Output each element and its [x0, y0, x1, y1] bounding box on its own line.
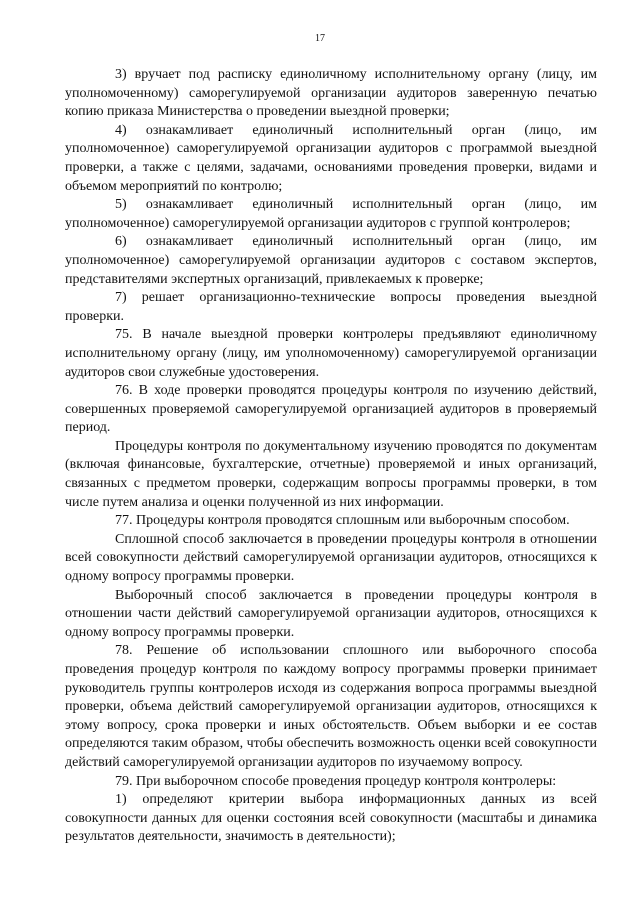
paragraph-77-selective: Выборочный способ заключается в проведении процедуры контроля в отношении части действий саморегулируемой организации аудиторов, относящихся к одному вопросу программы проверки. — [65, 587, 597, 640]
paragraph-77: 77. Процедуры контроля проводятся сплошным или выборочным способом. — [115, 513, 570, 529]
paragraph-76-documentary: Процедуры контроля по документальному изучению проводятся по документам (включая финансовые, бухгалтерские, отчетные) проверяемой и иных организаций, связанных с предметом проверки, содержащим вопросы программы проверки, в том числе путем анализа и оценки полученной из них информации. — [65, 438, 597, 510]
paragraph-79: 79. При выборочном способе проведения процедур контроля контролеры: — [115, 773, 557, 789]
paragraph-item-4: 4) ознакамливает единоличный исполнительный орган (лицо, им уполномоченное) саморегулируемой организации аудиторов с программой выездной проверки, а также с целями, задачами, основаниями проведения проверки, видами и объемом мероприятий по контролю; — [65, 122, 597, 194]
paragraph-item-7: 7) решает организационно-технические вопросы проведения выездной проверки. — [65, 290, 597, 324]
paragraph-item-5: 5) ознакамливает единоличный исполнительный орган (лицо, им уполномоченное) саморегулируемой организации аудиторов с группой контролеров; — [65, 197, 597, 231]
page-number: 17 — [315, 33, 325, 44]
paragraph-78: 78. Решение об использовании сплошного или выборочного способа проведения процедур контроля по каждому вопросу программы проверки принимает руководитель группы контролеров исходя из содержания вопроса программы выездной проверки, объема действий саморегулируемой организации аудиторов, относящихся к этому вопросу, срока проверки и иных обстоятельств. Объем выборки и ее состав определяются таким образом, чтобы обеспечить возможность оценки всей совокупности действий саморегулируемой организации аудиторов по изучаемому вопросу. — [65, 643, 597, 770]
document-body — [65, 66, 597, 847]
paragraph-79-item-1: 1) определяют критерии выбора информационных данных из всей совокупности данных для оценки состояния всей совокупности (масштабы и динамика результатов деятельности, значимость в деятельности); — [65, 792, 597, 845]
paragraph-75: 75. В начале выездной проверки контролеры предъявляют единоличному исполнительному органу (лицу, им уполномоченному) саморегулируемой организации аудиторов свои служебные удостоверения. — [65, 327, 597, 380]
paragraph-77-continuous: Сплошной способ заключается в проведении процедуры контроля в отношении всей совокупности действий саморегулируемой организации аудиторов, относящихся к одному вопросу программы проверки. — [65, 531, 597, 585]
paragraph-item-3: 3) вручает под расписку единоличному исполнительному органу (лицу, им уполномоченному) саморегулируемой организации аудиторов заверенную печатью копию приказа Министерства о проведении выездной проверки; — [65, 67, 597, 120]
paragraph-76: 76. В ходе проверки проводятся процедуры контроля по изучению действий, совершенных проверяемой саморегулируемой организацией аудиторов в проверяемый период. — [65, 383, 597, 436]
paragraph-item-6: 6) ознакамливает единоличный исполнительный орган (лицо, им уполномоченное) саморегулируемой организации аудиторов с составом экспертов, представителями экспертных организаций, привлекаемых к проверке; — [65, 234, 597, 287]
